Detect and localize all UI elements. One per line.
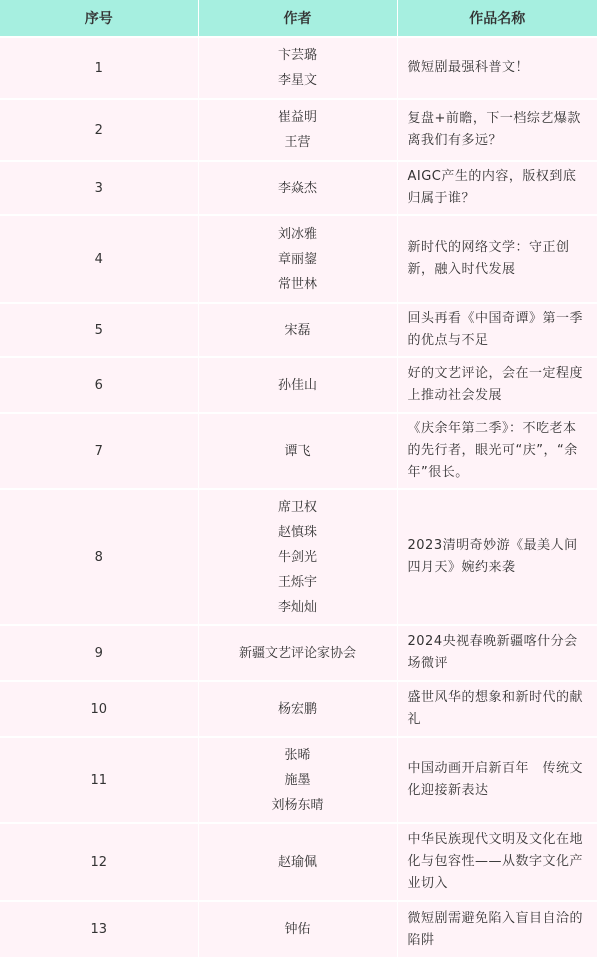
table-row bbox=[0, 37, 597, 99]
table-header-row bbox=[0, 0, 597, 37]
table-row bbox=[0, 625, 597, 681]
author-name: 崔益明 bbox=[277, 110, 317, 125]
row-authors bbox=[198, 303, 397, 357]
row-title: 复盘+前瞻，下一档综艺爆款离我们有多远？ bbox=[397, 99, 597, 161]
author-name: 杨宏鹏 bbox=[277, 701, 317, 717]
author-name: 新疆文艺评论家协会 bbox=[238, 645, 356, 661]
table-row bbox=[0, 161, 597, 215]
row-authors bbox=[198, 215, 397, 303]
header-title: 作品名称 bbox=[397, 0, 597, 37]
row-title: 2023清明奇妙游《最美人间四月天》婉约来袭 bbox=[397, 489, 597, 625]
author-name: 刘冰雅 bbox=[277, 226, 317, 242]
author-name: 刘杨东晴 bbox=[271, 797, 324, 813]
row-number: 13 bbox=[0, 901, 198, 957]
row-title: 中国动画开启新百年 传统文化迎接新表达 bbox=[397, 737, 597, 823]
author-name: 卞芸璐 bbox=[277, 48, 317, 63]
row-authors bbox=[198, 737, 397, 823]
row-number: 1 bbox=[0, 37, 198, 99]
table-row bbox=[0, 99, 597, 161]
header-author: 作者 bbox=[198, 0, 397, 37]
table-row bbox=[0, 823, 597, 901]
row-number: 12 bbox=[0, 823, 198, 901]
author-name: 张晞 bbox=[284, 747, 311, 763]
row-number: 3 bbox=[0, 161, 198, 215]
row-authors bbox=[198, 413, 397, 489]
row-number: 2 bbox=[0, 99, 198, 161]
table-row bbox=[0, 413, 597, 489]
author-name: 牛剑光 bbox=[277, 549, 317, 565]
row-title: 回头再看《中国奇谭》第一季的优点与不足 bbox=[397, 303, 597, 357]
row-title: 新时代的网络文学：守正创新，融入时代发展 bbox=[397, 215, 597, 303]
row-authors bbox=[198, 161, 397, 215]
author-name: 宋磊 bbox=[284, 322, 311, 338]
author-name: 席卫权 bbox=[277, 499, 317, 515]
row-title: 好的文艺评论，会在一定程度上推动社会发展 bbox=[397, 357, 597, 413]
row-number: 11 bbox=[0, 737, 198, 823]
row-title: 盛世风华的想象和新时代的献礼 bbox=[397, 681, 597, 737]
author-name: 章丽鋆 bbox=[277, 251, 317, 267]
author-name: 谭飞 bbox=[284, 443, 311, 459]
table-body bbox=[0, 37, 597, 957]
author-name: 孙佳山 bbox=[277, 377, 317, 393]
row-authors bbox=[198, 99, 397, 161]
table-row bbox=[0, 737, 597, 823]
row-number: 6 bbox=[0, 357, 198, 413]
table-row bbox=[0, 901, 597, 957]
row-number: 10 bbox=[0, 681, 198, 737]
table-row bbox=[0, 357, 597, 413]
row-authors bbox=[198, 823, 397, 901]
row-title: 中华民族现代文明及文化在地化与包容性——从数字文化产业切入 bbox=[397, 823, 597, 901]
table-row bbox=[0, 303, 597, 357]
row-title: 2024央视春晚新疆喀什分会场微评 bbox=[397, 625, 597, 681]
author-name: 施墨 bbox=[284, 772, 311, 788]
row-number: 7 bbox=[0, 413, 198, 489]
row-number: 8 bbox=[0, 489, 198, 625]
row-number: 4 bbox=[0, 215, 198, 303]
author-name: 赵瑜佩 bbox=[277, 854, 317, 870]
table-row bbox=[0, 489, 597, 625]
author-name: 王营 bbox=[284, 135, 311, 150]
row-authors bbox=[198, 37, 397, 99]
author-name: 李星文 bbox=[277, 73, 317, 88]
row-title: 《庆余年第二季》：不吃老本的先行者，眼光可“庆”，“余年”很长。 bbox=[397, 413, 597, 489]
row-number: 9 bbox=[0, 625, 198, 681]
table-row bbox=[0, 215, 597, 303]
header-number: 序号 bbox=[0, 0, 198, 37]
row-title: 微短剧需避免陷入盲目自洽的陷阱 bbox=[397, 901, 597, 957]
author-name: 王烁宇 bbox=[277, 574, 317, 590]
author-name: 常世林 bbox=[277, 276, 317, 292]
row-authors bbox=[198, 681, 397, 737]
row-authors bbox=[198, 489, 397, 625]
author-name: 李灿灿 bbox=[277, 599, 317, 615]
row-number: 5 bbox=[0, 303, 198, 357]
table-row bbox=[0, 681, 597, 737]
row-authors bbox=[198, 357, 397, 413]
row-authors bbox=[198, 901, 397, 957]
author-name: 李焱杰 bbox=[277, 180, 317, 196]
row-title: 微短剧最强科普文！ bbox=[397, 37, 597, 99]
author-name: 钟佑 bbox=[284, 922, 311, 937]
row-title: AIGC产生的内容，版权到底归属于谁？ bbox=[397, 161, 597, 215]
author-name: 赵慎珠 bbox=[277, 524, 317, 540]
row-authors bbox=[198, 625, 397, 681]
